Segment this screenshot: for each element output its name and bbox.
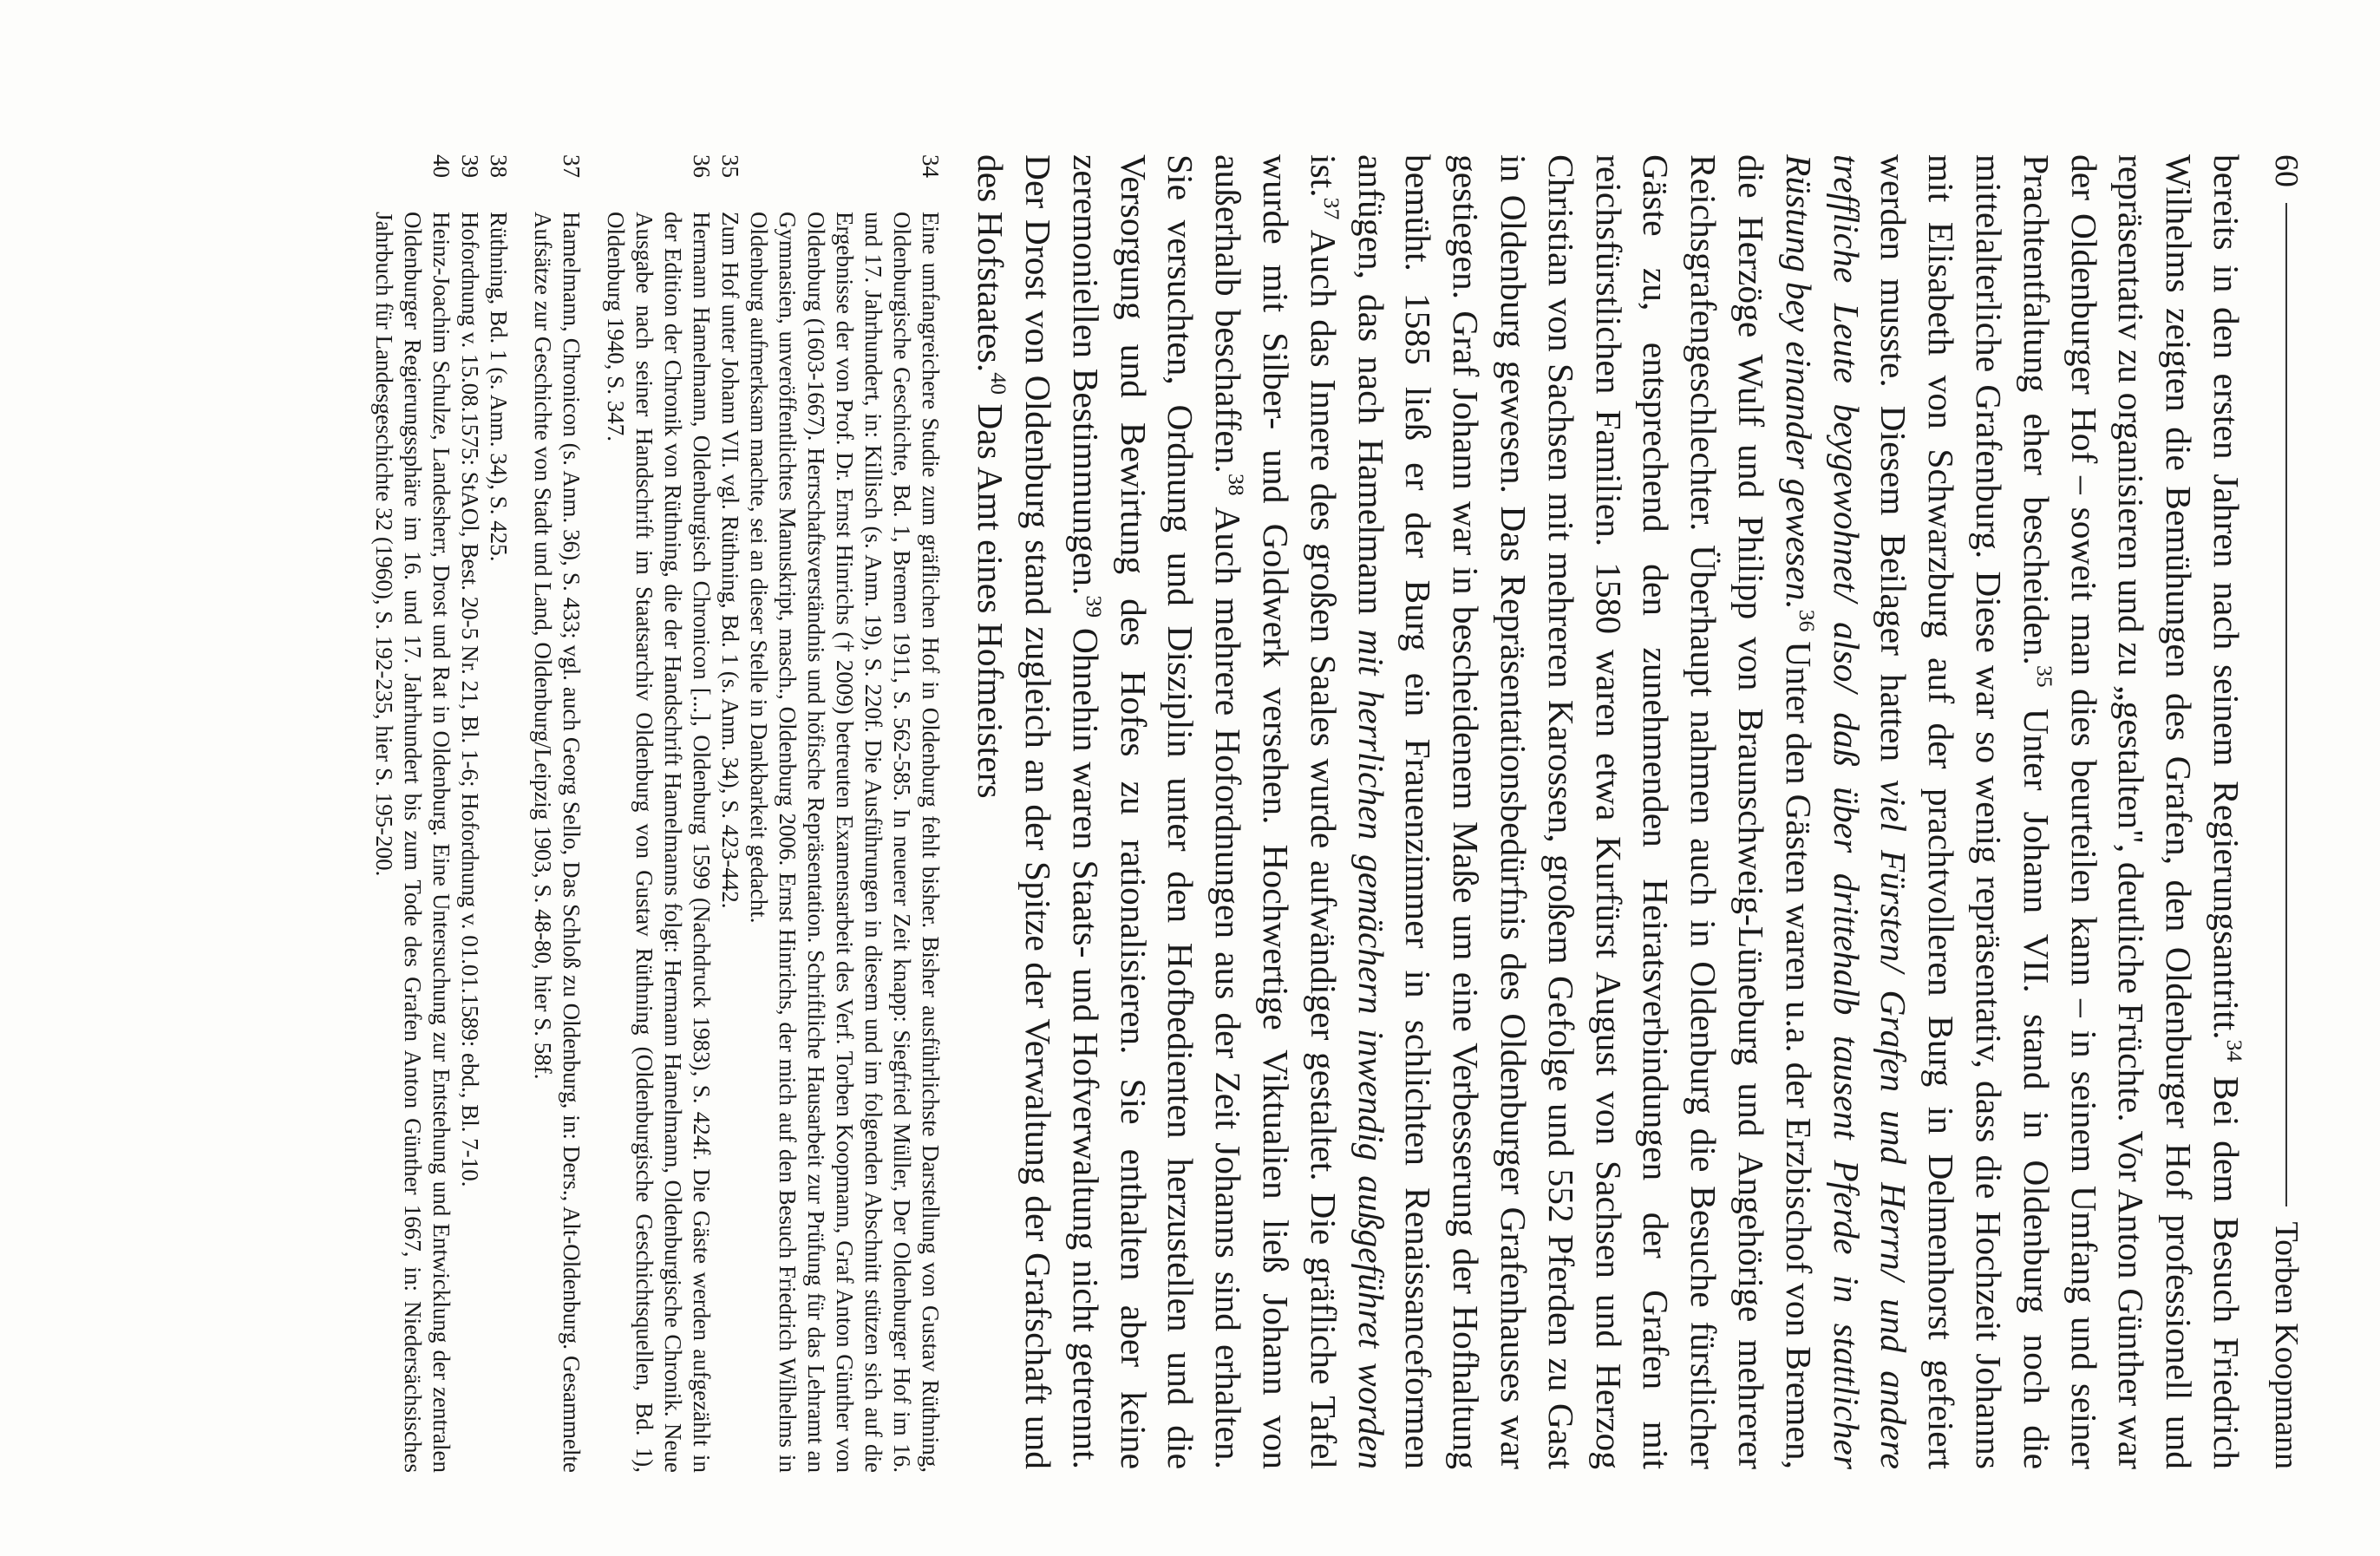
header-rule bbox=[2285, 203, 2287, 1206]
page-number: 60 bbox=[2268, 154, 2305, 187]
footnotes bbox=[369, 154, 945, 1473]
footnote-ref[interactable]: 39 bbox=[1081, 595, 1107, 618]
body-segment: Ohnehin waren Staats- und Hofverwaltung nicht getrennt. Der Drost von Oldenburg stand zugleich an der Spitze der Verwaltung der Grafschaft und des Hofstaates. bbox=[971, 154, 1106, 1470]
footnote bbox=[528, 154, 585, 1473]
footnote-number: 36 bbox=[689, 154, 715, 178]
footnote-ref[interactable]: 36 bbox=[1794, 609, 1820, 632]
body-segment: Auch mehrere Hofordnungen aus der Zeit Johanns sind erhalten. Sie versuchten, Ordnung und Disziplin unter den Hofbedienten herzustellen und die Versorgung und Bewirtung des Hofes zu rationalisieren. Sie enthalten aber keine zeremoniellen Bestimmungen. bbox=[1065, 154, 1249, 1469]
footnote-text: Eine umfangreichere Studie zum gräflichen Hof in Oldenburg fehlt bisher. Bisher ausführlichste Darstellung von Gustav Rüthning, Oldenburgische Geschichte, Bd. 1, Bremen 1911, S. 562-585. In neuerer Zeit knapp: Siegfried Müller, Der Oldenburger Hof im 16. und 17. Jahrhundert, in: Killisch (s. Anm. 19), S. 220f. Die Ausführungen in diesem und im folgenden Abschnitt stützen sich auf die Ergebnisse der von Prof. Dr. Ernst Hinrichs († 2009) betreuten Examensarbeit des Verf. Torben Koopmann, Graf Anton Günther von Oldenburg (1603-1667). Herrschaftsverständnis und höfische Repräsentation. Schriftliche Hausarbeit zur Prüfung für das Lehramt an Gymnasien, unveröffentlichtes Manuskript, masch., Oldenburg 2006. Ernst Hinrichs, der mich auf den Besuch Friedrich Wilhelms in Oldenburg aufmerksam machte, sei an dieser Stelle in Dankbarkeit gedacht. bbox=[746, 212, 944, 1473]
body-segment: bereits in den ersten Jahren nach seinem Regierungsantritt. bbox=[2207, 154, 2246, 1040]
body-segment: Bei dem Besuch Friedrich Wilhelms zeigten die Bemühungen des Grafen, den Oldenburger Hof professionell und repräsentativ zu organisieren und zu „gestalten", deutliche Früchte. Vor Anton Günther war der Oldenburger Hof – soweit man dies beurteilen kann – in seinem Umfang und seiner Prachtentfaltung eher bescheiden. bbox=[2016, 154, 2246, 1469]
body-text bbox=[966, 154, 2250, 1469]
body-segment: Unter Johann VII. stand in Oldenburg noch die mittelalterliche Grafenburg. Diese war so wenig repräsentativ, dass die Hochzeit Johanns mit Elisabeth von Schwarzburg auf der prachtvolleren Burg in Delmenhorst gefeiert werden musste. Diesem Beilager hatten bbox=[1873, 154, 2056, 1469]
footnote-number: 39 bbox=[457, 154, 483, 178]
quotation-italic: viel Fürsten/ Grafen und Herrn/ und andere treffliche Leute beygewohnet/ also/ daß über drittehalb tausent Pferde in stattlicher Rüstung bey einander gewesen. bbox=[1778, 154, 1914, 1469]
footnote bbox=[716, 154, 744, 1473]
footnote-number: 34 bbox=[918, 154, 944, 178]
footnote-text: Zum Hof unter Johann VII. vgl. Rüthning, Bd. 1 (s. Anm. 34), S. 423-442. bbox=[717, 212, 743, 909]
footnote-number: 40 bbox=[428, 154, 454, 178]
body-segment: Auch das Innere des großen Saales wurde aufwändiger gestaltet. Die gräfliche Tafel wurde mit Silber- und Goldwerk versehen. Hochwertige Viktualien ließ Johann von außerhalb beschaffen. bbox=[1208, 154, 1344, 1469]
footnote-number: 35 bbox=[717, 154, 743, 178]
footnote bbox=[369, 154, 455, 1473]
footnote-ref[interactable]: 38 bbox=[1224, 473, 1250, 496]
footnote-ref[interactable]: 40 bbox=[986, 372, 1012, 395]
footnote-text: Hamelmann, Chronicon (s. Anm. 36), S. 433; vgl. auch Georg Sello, Das Schloß zu Oldenburg, in: Ders., Alt-Oldenburg. Gesammelte Aufsätze zur Geschichte von Stadt und Land, Oldenburg/Leipzig 1903, S. 48-80, hier S. 58f. bbox=[530, 212, 585, 1473]
running-title: Torben Koopmann bbox=[2268, 1221, 2305, 1469]
footnote bbox=[744, 154, 945, 1473]
quotation-italic: mit herrlichen gemächern inwendig außgeführet worden bbox=[1350, 629, 1391, 1469]
footnote-text: Hermann Hamelmann, Oldenburgisch Chronicon [...], Oldenburg 1599 (Nachdruck 1983), S. 424f. Die Gäste werden aufgezählt in der Edition der Chronik von Rüthning, die der Handschrift Hamelmanns folgt: Hermann Hamelmann, Oldenburgische Chronik. Neue Ausgabe nach seiner Handschrift im Staatsarchiv Oldenburg von Gustav Rüthning (Oldenburgische Geschichtsquellen, Bd. 1), Oldenburg 1940, S. 347. bbox=[603, 212, 715, 1473]
body-segment: ist. bbox=[1303, 154, 1344, 198]
footnote-number: 38 bbox=[486, 154, 512, 178]
footnote bbox=[601, 154, 716, 1473]
footnote-text: Heinz-Joachim Schulze, Landesherr, Drost und Rat in Oldenburg. Eine Untersuchung zur Entstehung und Entwicklung der zentralen Oldenburger Regierungssphäre im 16. und 17. Jahrhundert bis zum Tode des Grafen Anton Günther 1667, in: Niedersächsisches Jahrbuch für Landesgeschichte 32 (1960), S. 192-235, hier S. 195-200. bbox=[371, 212, 454, 1473]
footnote-number: 37 bbox=[559, 154, 585, 178]
body-segment: Das Amt eines Hofmeisters bbox=[971, 394, 1011, 799]
body-segment: Unter den Gästen waren u.a. der Erzbischof von Bremen, die Herzöge Wulf und Philipp von Braunschweig-Lüneburg und Angehörige mehrerer Reichsgrafengeschlechter. Überhaupt nahmen auch in Oldenburg die Besuche fürstlicher Gäste zu, entsprechend den zunehmenden Heiratsverbindungen der Grafen mit reichsfürstlichen Familien. 1580 waren etwa Kurfürst August von Sachsen und Herzog Christian von Sachsen mit mehreren Karossen, großem Gefolge und 552 Pferden zu Gast in Oldenburg gewesen. Das Repräsentationsbedürfnis des Oldenburger Grafenhauses war gestiegen. Graf Johann war in bescheidenem Maße um eine Verbesserung der Hofhaltung bemüht. 1585 ließ er der Burg ein Frauenzimmer in schlichten Renaissanceformen anfügen, das nach Hamelmann bbox=[1350, 154, 1819, 1469]
footnote-ref[interactable]: 37 bbox=[1318, 197, 1344, 220]
page-header bbox=[2260, 154, 2312, 1469]
footnote bbox=[455, 154, 484, 1473]
footnote bbox=[484, 154, 513, 1473]
footnote-text: Rüthning, Bd. 1 (s. Anm. 34), S. 425. bbox=[486, 212, 512, 562]
footnote-ref[interactable]: 34 bbox=[2221, 1039, 2247, 1062]
footnote-text: Hofordnung v. 15.08.1575: StAOl, Best. 20-5 Nr. 21, Bl. 1-6; Hofordnung v. 01.01.1589: ebd., Bl. 7-10. bbox=[457, 212, 483, 1187]
footnote-ref[interactable]: 35 bbox=[2031, 664, 2057, 688]
